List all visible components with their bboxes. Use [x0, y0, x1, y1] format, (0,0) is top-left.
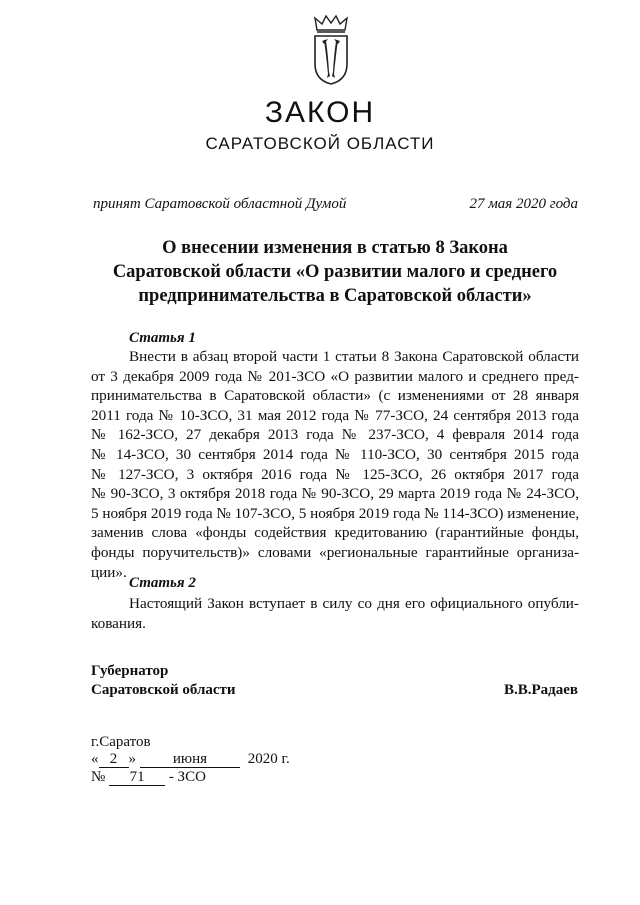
document-subtitle: САРАТОВСКОЙ ОБЛАСТИ [205, 134, 435, 153]
article-line: № 127-ЗСО, 3 октября 2016 года № 125-ЗСО, 26 октября 2017 года [91, 465, 579, 483]
article-line: № 162-ЗСО, 27 декабря 2013 года № 237-ЗСО, 4 февраля 2014 года [91, 426, 579, 444]
signatory-position: Губернатор [91, 663, 169, 679]
law-title-line: Саратовской области «О развитии малого и среднего [112, 262, 558, 282]
article-line: принимательства в Саратовской области» (с изменениями от 28 января [91, 387, 579, 405]
place-of-signing: г.Саратов [91, 734, 151, 750]
article-2-text [91, 594, 579, 633]
document-title: ЗАКОН [264, 96, 376, 129]
article-line: № 90-ЗСО, 3 октября 2018 года № 90-ЗСО, 29 марта 2019 года № 24-ЗСО, [91, 485, 579, 503]
article-line: Настоящий Закон вступает в силу со дня его официального опубли- [129, 595, 579, 612]
article-2-heading: Статья 2 [129, 575, 196, 591]
article-1-text [91, 347, 579, 582]
article-line: 5 ноября 2019 года № 107-ЗСО, 5 ноября 2019 года № 114-ЗСО) изменение, [91, 504, 580, 522]
law-number-prefix: № [91, 769, 106, 785]
coat-of-arms-icon [309, 14, 353, 86]
article-line: от 3 декабря 2009 года № 201-ЗСО «О развитии малого и среднего пред- [91, 367, 579, 385]
article-line: кования. [91, 614, 146, 632]
article-1-heading: Статья 1 [129, 330, 196, 346]
law-title [70, 236, 600, 308]
adoption-date: 27 мая 2020 года [469, 196, 578, 212]
law-number-value: 71 [109, 769, 165, 786]
article-line: фонды поручительств)» словами «региональные гарантийные организа- [91, 543, 579, 561]
signing-year: 2020 г. [247, 751, 290, 767]
article-line: № 14-ЗСО, 30 сентября 2014 года № 110-ЗСО, 30 сентября 2015 года [91, 445, 579, 463]
law-number [91, 769, 206, 786]
signing-month: июня [140, 751, 240, 768]
signatory-region: Саратовской области [91, 682, 236, 698]
signing-date [91, 751, 290, 768]
signing-day: 2 [99, 751, 129, 768]
signatory-name: В.В.Радаев [503, 682, 578, 698]
law-title-line: О внесении изменения в статью 8 Закона [162, 238, 508, 258]
law-number-suffix: - ЗСО [168, 769, 206, 785]
date-quote-open: « [91, 751, 99, 767]
adopted-by: принят Саратовской областной Думой [93, 196, 347, 212]
law-title-line: предпринимательства в Саратовской области» [138, 286, 532, 306]
article-line: заменив слова «фонды содействия кредитованию (гарантийные фонды, [91, 524, 579, 542]
article-line: ции». [91, 563, 127, 581]
article-line: 2011 года № 10-ЗСО, 31 мая 2012 года № 77-ЗСО, 24 сентября 2013 года [91, 406, 579, 424]
article-line: Внести в абзац второй части 1 статьи 8 Закона Саратовской области [129, 348, 579, 365]
date-quote-close: » [128, 751, 136, 767]
